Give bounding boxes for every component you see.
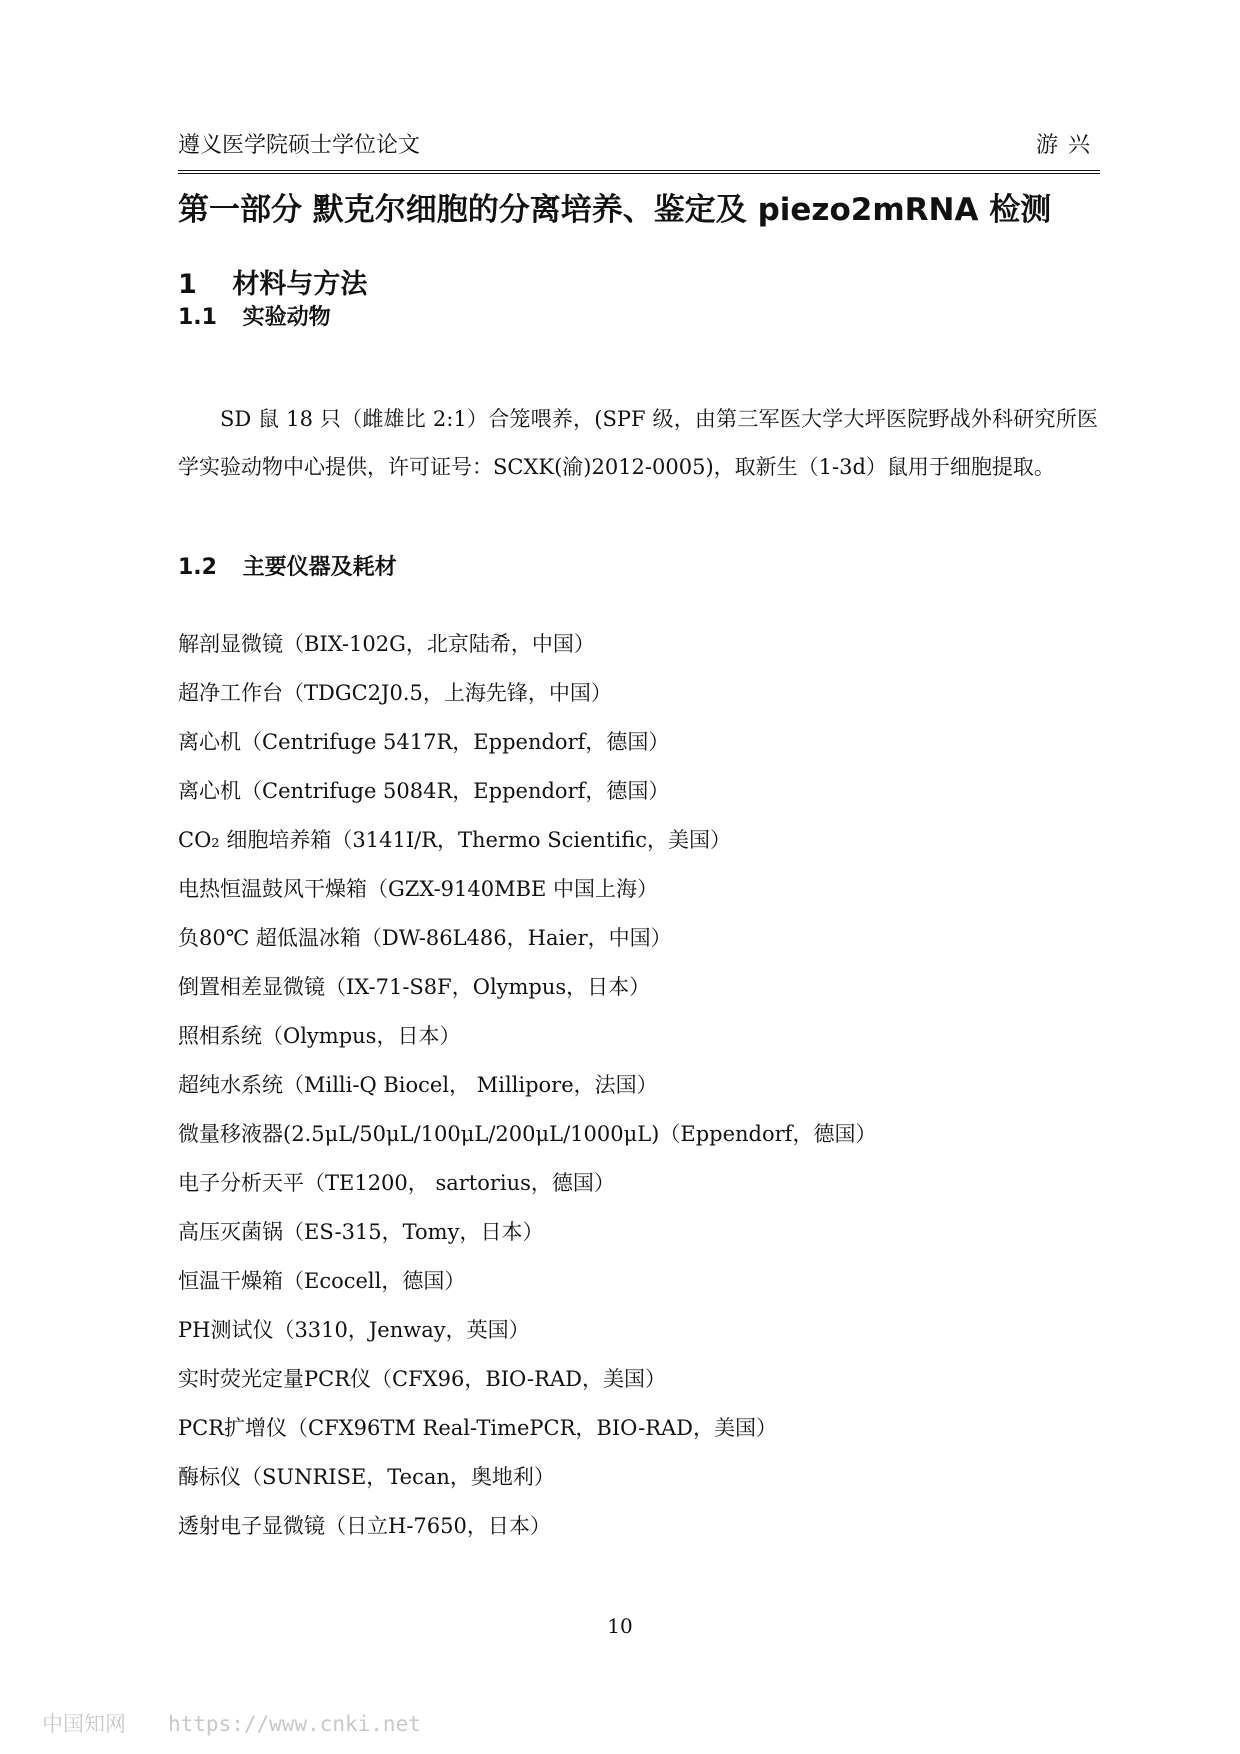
section-heading-1 — [178, 262, 367, 301]
watermark-url: https://www.cnki.net — [168, 1712, 421, 1736]
equipment-list — [178, 628, 876, 1559]
list-item: 恒温干燥箱（Ecocell，德国） — [178, 1269, 466, 1293]
part-title: 第一部分 默克尔细胞的分离培养、鉴定及 piezo2mRNA 检测 — [178, 192, 1052, 228]
page-header — [178, 128, 1100, 174]
list-item: 负80℃ 超低温冰箱（DW-86L486，Haier，中国） — [178, 926, 672, 950]
header-author: 游兴 — [1035, 133, 1100, 158]
list-item: 微量移液器(2.5μL/50μL/100μL/200μL/1000μL)（Eppendorf，德国） — [178, 1122, 877, 1146]
list-item: 解剖显微镜（BIX-102G，北京陆希，中国） — [178, 632, 595, 656]
section-title: 实验动物 — [242, 305, 331, 330]
section-heading-1-2 — [178, 550, 397, 581]
list-item: 电子分析天平（TE1200， sartorius，德国） — [178, 1171, 615, 1195]
list-item: 离心机（Centrifuge 5417R，Eppendorf，德国） — [178, 730, 670, 754]
list-item: CO₂ 细胞培养箱（3141I/R，Thermo Scientific，美国） — [178, 828, 731, 852]
section-heading-1-1 — [178, 300, 331, 331]
section-number: 1 — [178, 269, 197, 300]
section-title: 材料与方法 — [232, 269, 368, 300]
page-number: 10 — [607, 1614, 633, 1638]
watermark — [42, 1708, 421, 1738]
section-number: 1.2 — [178, 555, 217, 580]
list-item: 照相系统（Olympus，日本） — [178, 1024, 461, 1048]
list-item: 实时荧光定量PCR仪（CFX96，BIO-RAD，美国） — [178, 1367, 666, 1391]
animals-paragraph: SD 鼠 18 只（雌雄比 2:1）合笼喂养，(SPF 级，由第三军医大学大坪医院野战外科研究所医学实验动物中心提供，许可证号：SCXK(渝)2012-0005)，取新生（1-3d）鼠用于细胞提取。 — [178, 407, 1098, 479]
list-item: 离心机（Centrifuge 5084R，Eppendorf，德国） — [178, 779, 670, 803]
list-item: 超净工作台（TDGC2J0.5，上海先锋，中国） — [178, 681, 612, 705]
list-item: 高压灭菌锅（ES-315，Tomy，日本） — [178, 1220, 544, 1244]
list-item: 透射电子显微镜（日立H-7650，日本） — [178, 1514, 551, 1538]
list-item: 电热恒温鼓风干燥箱（GZX-9140MBE 中国上海） — [178, 877, 659, 901]
list-item: PH测试仪（3310，Jenway，英国） — [178, 1318, 530, 1342]
header-thesis-title: 遵义医学院硕士学位论文 — [178, 133, 421, 158]
section-number: 1.1 — [178, 305, 217, 330]
list-item: 超纯水系统（Milli-Q Biocel， Millipore，法国） — [178, 1073, 658, 1097]
section-title: 主要仪器及耗材 — [242, 555, 397, 580]
list-item: 倒置相差显微镜（IX-71-S8F，Olympus，日本） — [178, 975, 651, 999]
watermark-site-name: 中国知网 — [42, 1712, 126, 1736]
list-item: 酶标仪（SUNRISE，Tecan，奥地利） — [178, 1465, 555, 1489]
list-item: PCR扩增仪（CFX96TM Real-TimePCR，BIO-RAD，美国） — [178, 1416, 778, 1440]
